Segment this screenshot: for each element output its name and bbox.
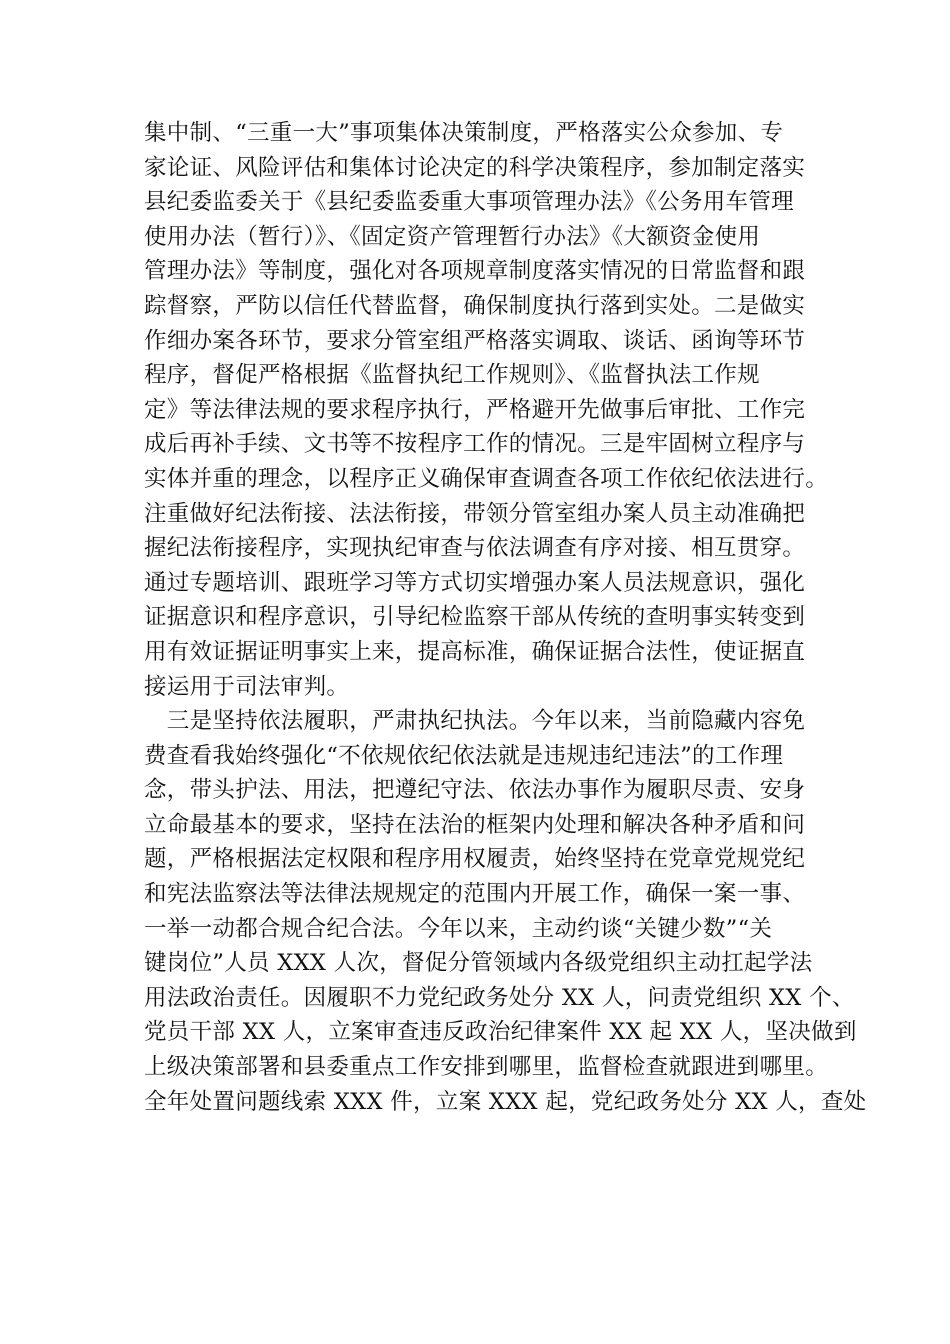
text-line: 管理办法》等制度，强化对各项规章制度落实情况的日常监督和跟	[144, 258, 806, 285]
text-line: 党员干部 XX 人，立案审查违反政治纪律案件 XX 起 XX 人，坚决做到	[144, 1019, 857, 1046]
text-line: 通过专题培训、跟班学习等方式切实增强办案人员法规意识，强化	[144, 569, 806, 596]
text-line: 费查看我始终强化“不依规依纪依法就是违规违纪违法”的工作理	[144, 742, 784, 769]
text-line: 用有效证据证明事实上来，提高标准，确保证据合法性，使证据直	[144, 638, 806, 665]
text-line: 立命最基本的要求，坚持在法治的框架内处理和解决各种矛盾和问	[144, 811, 806, 838]
text-line: 定》等法律法规的要求程序执行，严格避开先做事后审批、工作完	[144, 396, 806, 423]
text-line: 实体并重的理念，以程序正义确保审查调查各项工作依纪依法进行。	[144, 465, 829, 492]
text-line: 念，带头护法、用法，把遵纪守法、依法办事作为履职尽责、安身	[144, 777, 806, 804]
body-text	[144, 116, 867, 1119]
text-line: 三是坚持依法履职，严肃执纪执法。今年以来，当前隐藏内容免	[144, 708, 806, 735]
text-line: 全年处置问题线索 XXX 件，立案 XXX 起，党纪政务处分 XX 人，查处	[144, 1088, 867, 1115]
text-line: 程序，督促严格根据《监督执纪工作规则》、《监督执法工作规	[144, 362, 760, 389]
text-line: 和宪法监察法等法律法规规定的范围内开展工作，确保一案一事、	[144, 881, 806, 908]
text-line: 题，严格根据法定权限和程序用权履责，始终坚持在党章党规党纪	[144, 846, 806, 873]
text-line: 一举一动都合规合纪合法。今年以来，主动约谈“关键少数”“关	[144, 915, 773, 942]
text-line: 上级决策部署和县委重点工作安排到哪里，监督检查就跟进到哪里。	[144, 1054, 829, 1081]
text-line: 接运用于司法审判。	[144, 673, 350, 700]
text-line: 键岗位”人员 XXX 人次，督促分管领域内各级党组织主动扛起学法	[144, 950, 813, 977]
text-line: 县纪委监委关于《县纪委监委重大事项管理办法》《公务用车管理	[144, 189, 794, 216]
text-line: 集中制、“三重一大”事项集体决策制度，严格落实公众参加、专	[144, 120, 784, 146]
text-line: 作细办案各环节，要求分管室组严格落实调取、谈话、函询等环节	[144, 327, 806, 354]
text-line: 用法政治责任。因履职不力党纪政务处分 XX 人，问责党组织 XX 个、	[144, 984, 855, 1011]
text-line: 踪督察，严防以信任代替监督，确保制度执行落到实处。二是做实	[144, 292, 806, 319]
text-line: 握纪法衔接程序，实现执纪审查与依法调查有序对接、相互贯穿。	[144, 535, 806, 562]
text-line: 家论证、风险评估和集体讨论决定的科学决策程序，参加制定落实	[144, 154, 806, 181]
text-line: 证据意识和程序意识，引导纪检监察干部从传统的查明事实转变到	[144, 604, 806, 631]
text-line: 使用办法（暂行）》、《固定资产管理暂行办法》《大额资金使用	[144, 223, 761, 250]
text-line: 注重做好纪法衔接、法法衔接，带领分管室组办案人员主动准确把	[144, 500, 806, 527]
text-line: 成后再补手续、文书等不按程序工作的情况。三是牢固树立程序与	[144, 431, 806, 458]
